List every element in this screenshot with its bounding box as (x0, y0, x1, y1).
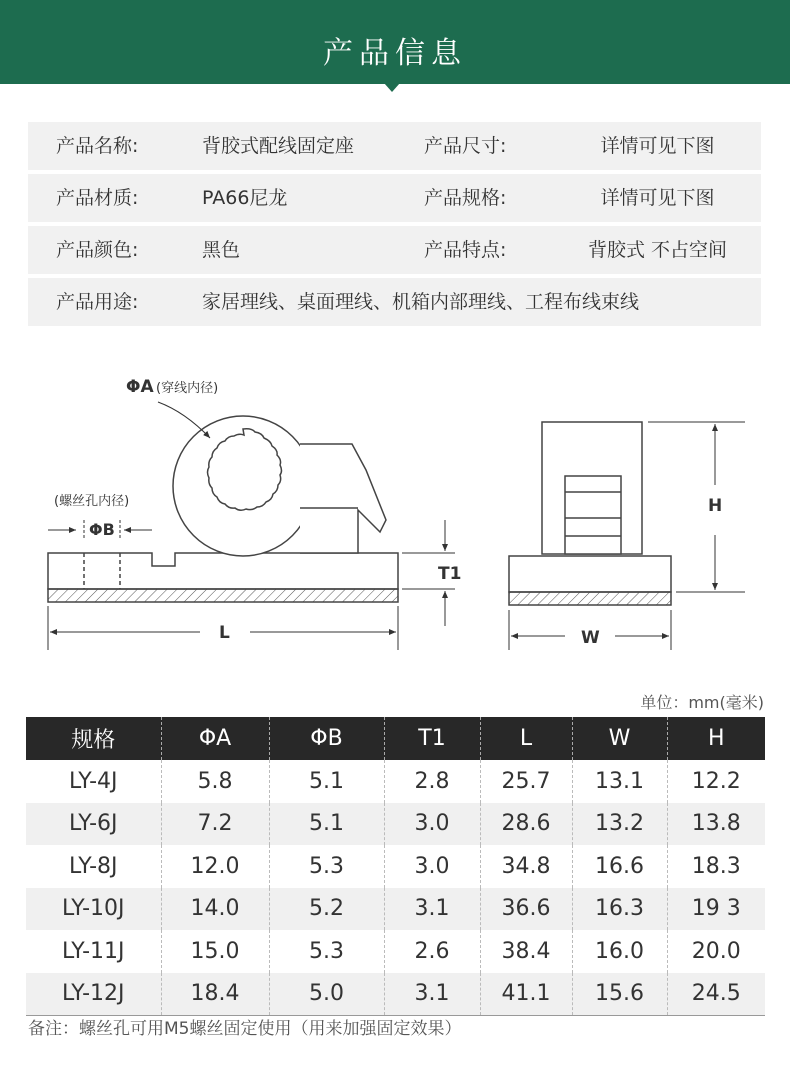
table-row (26, 973, 765, 1016)
cell: 13.1 (572, 760, 667, 803)
table-row (26, 760, 765, 803)
cell: LY-4J (68, 768, 118, 794)
info-label-name: 产品名称: (28, 122, 206, 170)
cell: 41.1 (480, 973, 572, 1016)
banner-notch (384, 83, 400, 92)
cell: 3.0 (384, 803, 480, 846)
cell: 2.8 (384, 760, 480, 803)
table-row (26, 888, 765, 931)
cell: 3.0 (384, 845, 480, 888)
dimension-diagram (0, 360, 790, 670)
cell: LY-6J (26, 803, 161, 846)
unit-label: 单位：mm(毫米) (640, 693, 764, 712)
adhesive-layer (48, 589, 398, 602)
cell: 19 3 (667, 888, 765, 931)
L-label: L (219, 623, 230, 643)
cell: 12.0 (161, 845, 269, 888)
cell: 5.8 (161, 760, 269, 803)
info-value-spec: 详情可见下图 (554, 174, 761, 222)
cell: 12.2 (667, 760, 765, 803)
info-value-name: 背胶式配线固定座 (182, 122, 404, 170)
side-view (48, 416, 398, 602)
cell: LY-11J (61, 938, 125, 964)
cell: 15.0 (161, 930, 269, 973)
cell: 2.6 (384, 930, 480, 973)
cell: 15.6 (572, 973, 667, 1016)
table-header-row (26, 717, 765, 760)
cell: 5.1 (269, 803, 384, 846)
info-label-size: 产品尺寸: (398, 122, 576, 170)
cell: 13.2 (572, 803, 667, 846)
table-row (26, 845, 765, 888)
W-label: W (581, 628, 600, 648)
cell: 7.2 (161, 803, 269, 846)
cell: 16.6 (572, 845, 667, 888)
cell: 18.4 (161, 973, 269, 1016)
H-label: H (708, 496, 723, 516)
table-row (26, 803, 765, 846)
cell: LY-10J (26, 888, 161, 931)
footnote: 备注：螺丝孔可用M5螺丝固定使用（用来加强固定效果） (28, 1019, 462, 1039)
phiB-label: ΦB (89, 520, 115, 539)
info-value-feature: 背胶式 不占空间 (554, 226, 761, 274)
cell: 3.1 (384, 973, 480, 1016)
cell: 38.4 (480, 930, 572, 973)
cell: 5.1 (269, 760, 384, 803)
phiA-desc: (穿线内径) (156, 381, 219, 396)
info-label-material: 产品材质: (28, 174, 206, 222)
phiA-label: ΦA (126, 377, 154, 397)
info-value-color: 黑色 (182, 226, 404, 274)
info-label-spec: 产品规格: (398, 174, 576, 222)
cell: LY-8J (68, 853, 118, 879)
info-value-material: PA66尼龙 (182, 174, 404, 222)
T1-label: T1 (438, 564, 462, 584)
col-header-phiA: ΦA (161, 717, 269, 760)
cell: 13.8 (667, 803, 765, 846)
cell: 16.3 (572, 888, 667, 931)
cell: 28.6 (480, 803, 572, 846)
col-header-H: H (667, 717, 765, 760)
cell: 14.0 (161, 888, 269, 931)
info-label-usage: 产品用途: (28, 278, 206, 326)
cell: 5.2 (269, 888, 384, 931)
col-header-T1: T1 (384, 717, 480, 760)
cell: 24.5 (667, 973, 765, 1016)
cell: LY-12J (26, 973, 161, 1016)
col-header-phiB: ΦB (269, 717, 384, 760)
info-value-usage: 家居理线、桌面理线、机箱内部理线、工程布线束线 (182, 278, 761, 326)
info-label-color: 产品颜色: (28, 226, 206, 274)
cell: 25.7 (480, 760, 572, 803)
cell: 5.3 (269, 845, 384, 888)
cell: 5.3 (269, 930, 384, 973)
header-banner (0, 0, 790, 84)
table-row (26, 930, 765, 973)
cell: 20.0 (667, 930, 765, 973)
cell: 18.3 (667, 845, 765, 888)
col-header-W: W (572, 717, 667, 760)
cell: 3.1 (384, 888, 480, 931)
screw-hole-desc: (螺丝孔内径) (54, 494, 130, 509)
col-header-L: L (480, 717, 572, 760)
front-view (509, 422, 671, 605)
clamp-ring (173, 416, 313, 556)
info-value-size: 详情可见下图 (554, 122, 761, 170)
info-label-feature: 产品特点: (398, 226, 576, 274)
cell: 34.8 (480, 845, 572, 888)
cell: 16.0 (572, 930, 667, 973)
cell: 5.0 (269, 973, 384, 1016)
spec-table (26, 717, 765, 1016)
col-header-model: 规格 (26, 717, 161, 760)
cell: 36.6 (480, 888, 572, 931)
page-title: 产品信息 (323, 36, 467, 71)
